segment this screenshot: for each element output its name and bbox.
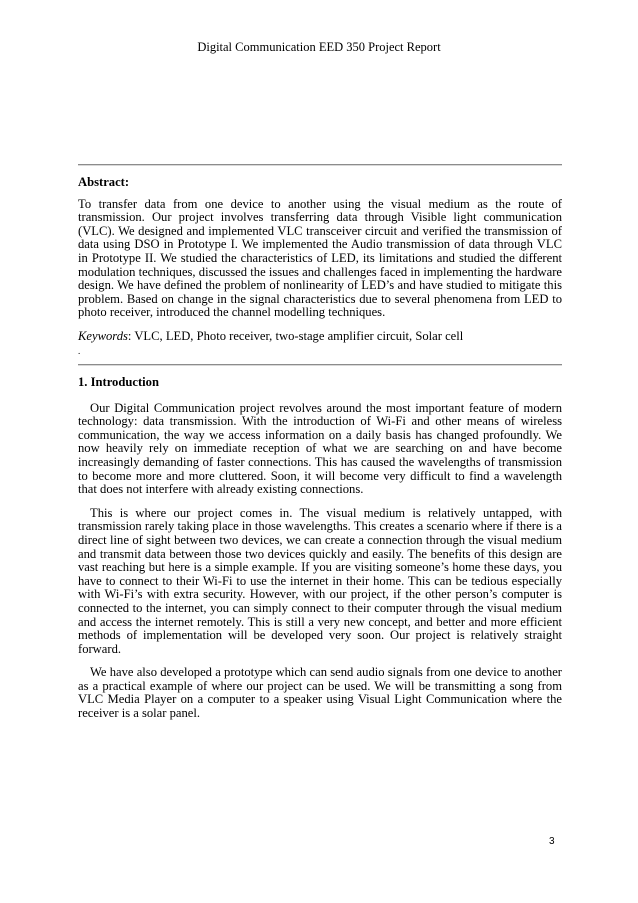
abstract-heading: Abstract: <box>78 175 130 189</box>
page-header: Digital Communication EED 350 Project Report <box>197 40 441 54</box>
intro-paragraph-2: This is where our project comes in. The visual medium is relatively untapped, with transmission rarely taking place in those wavelengths. This creates a scenario where if there is a direct line of sight between two devices, we can create a connection through the visual medium and transmit data between those two devices quickly and easily. The benefits of this design are vast reaching but here is a simple example. If you are visiting someone’s home these days, you have to connect to their Wi-Fi to use the internet in their home. This can be tedious especially with Wi-Fi’s with extra security. However, with our project, if the other person’s computer is connected to the internet, you can simply connect to their computer through the visual medium and access the internet remotely. This is still a very new concept, and better and more efficient methods of implementation will be developed very soon. Our project is relatively straight forward. <box>78 505 562 656</box>
intro-paragraph-1: Our Digital Communication project revolves around the most important feature of modern technology: data transmission. With the introduction of Wi-Fi and other means of wireless communication, the way we access information on a daily basis has changed profoundly. We now heavily rely on immediate reception of what we are searching on and have become increasingly demanding of faster connections. This has caused the wavelengths of transmission to become more and more cluttered. Soon, it will become very difficult to find a wavelength that does not interfere with already existing connections. <box>78 400 562 497</box>
introduction-heading: 1. Introduction <box>78 375 159 389</box>
middle-divider <box>78 364 562 366</box>
intro-paragraph-3: We have also developed a prototype which can send audio signals from one device to another as a practical example of where our project can be used. We will be transmitting a song from VLC Media Player on a computer to a speaker using Visual Light Communication where the receiver is a solar panel. <box>78 665 562 721</box>
keywords-line <box>78 330 562 344</box>
introduction-section <box>78 376 562 731</box>
abstract-dot: . <box>78 345 81 356</box>
abstract-section <box>78 176 562 356</box>
top-divider <box>78 164 562 166</box>
abstract-text: To transfer data from one device to another using the visual medium as the route of transmission. Our project involves transferring data through Visible light communication (VLC). We designed and implemented VLC transceiver circuit and verified the transmission of data using DSO in Prototype I. We implemented the Audio transmission of data through VLC in Prototype II. We studied the characteristics of LED, its limitations and studied the different modulation techniques, discussed the issues and challenges faced in implementing the hardware design. We have defined the problem of nonlinearity of LED’s and have studied to mitigate this problem. Based on change in the signal characteristics due to several phenomena from LED to photo receiver, introduced the channel modelling techniques. <box>78 196 562 320</box>
keywords-text: : VLC, LED, Photo receiver, two-stage amplifier circuit, Solar cell <box>127 328 464 343</box>
keywords-label: Keywords <box>78 328 128 343</box>
page-number: 3 <box>549 836 555 847</box>
